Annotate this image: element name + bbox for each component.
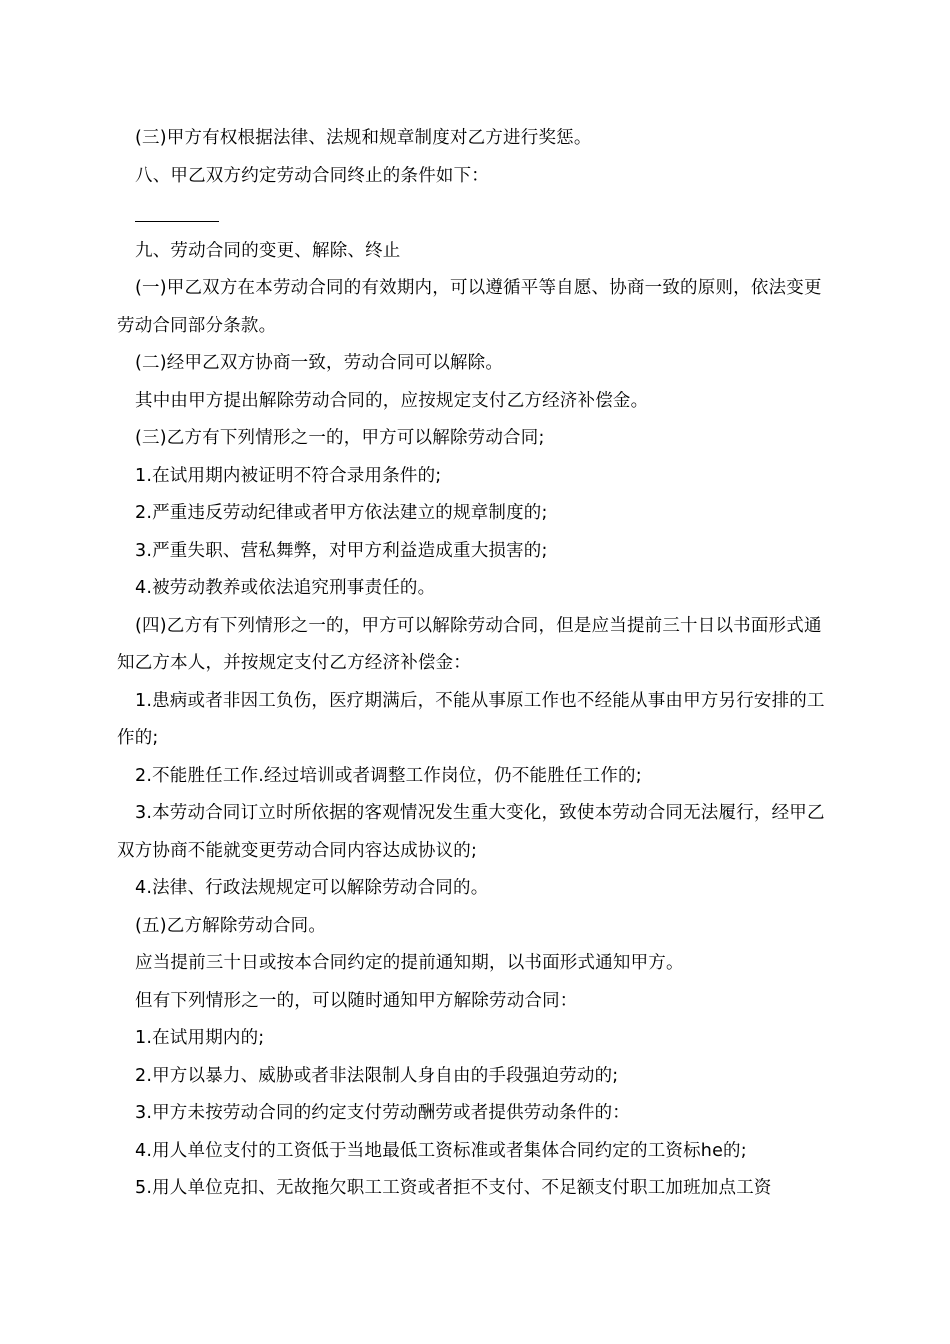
list-item: 5.用人单位克扣、无故拖欠职工工资或者拒不支付、不足额支付职工加班加点工资 — [135, 1178, 772, 1198]
document-body — [117, 120, 835, 1208]
list-item: 1.在试用期内的; — [135, 1028, 265, 1048]
list-item: 2.甲方以暴力、威胁或者非法限制人身自由的手段强迫劳动的; — [135, 1065, 619, 1086]
paragraph-9-2: (二)经甲乙双方协商一致，劳动合同可以解除。 — [135, 353, 504, 373]
list-item: 2.不能胜任工作.经过培训或者调整工作岗位，仍不能胜任工作的; — [135, 765, 642, 786]
list-item: 1.在试用期内被证明不符合录用条件的; — [135, 465, 442, 486]
list-item: 3.严重失职、营私舞弊，对甲方利益造成重大损害的; — [135, 540, 548, 561]
list-item: 4.法律、行政法规规定可以解除劳动合同的。 — [135, 878, 489, 898]
paragraph-9-2-note: 其中由甲方提出解除劳动合同的，应按规定支付乙方经济补偿金。 — [135, 390, 649, 411]
list-item: 1.患病或者非因工负伤，医疗期满后，不能从事原工作也不经能从事由甲方另行安排的工作的; — [117, 690, 825, 748]
paragraph-9-4: (四)乙方有下列情形之一的，甲方可以解除劳动合同，但是应当提前三十日以书面形式通知乙方本人，并按规定支付乙方经济补偿金： — [117, 615, 822, 673]
paragraph-9-5-exceptions: 但有下列情形之一的，可以随时通知甲方解除劳动合同： — [135, 990, 578, 1011]
section-9-heading: 九、劳动合同的变更、解除、终止 — [135, 240, 401, 261]
list-item: 4.用人单位支付的工资低于当地最低工资标准或者集体合同约定的工资标he的; — [135, 1140, 747, 1161]
list-item: 3.甲方未按劳动合同的约定支付劳动酬劳或者提供劳动条件的： — [135, 1103, 630, 1123]
list-item: 2.严重违反劳动纪律或者甲方依法建立的规章制度的; — [135, 503, 548, 523]
paragraph-9-3: (三)乙方有下列情形之一的，甲方可以解除劳动合同; — [135, 428, 545, 448]
paragraph-9-1: (一)甲乙双方在本劳动合同的有效期内，可以遵循平等自愿、协商一致的原则，依法变更劳动合同部分条款。 — [117, 278, 822, 336]
paragraph-9-5-notice: 应当提前三十日或按本合同约定的提前通知期，以书面形式通知甲方。 — [135, 953, 684, 973]
list-item: 3.本劳动合同订立时所依据的客观情况发生重大变化，致使本劳动合同无法履行，经甲乙双方协商不能就变更劳动合同内容达成协议的; — [117, 803, 825, 861]
paragraph-penalty-right: (三)甲方有权根据法律、法规和规章制度对乙方进行奖惩。 — [135, 128, 592, 148]
fill-in-blank-line — [117, 195, 835, 233]
list-item: 4.被劳动教养或依法追究刑事责任的。 — [135, 578, 436, 598]
section-8-heading: 八、甲乙双方约定劳动合同终止的条件如下： — [135, 165, 489, 186]
paragraph-9-5: (五)乙方解除劳动合同。 — [135, 915, 327, 936]
